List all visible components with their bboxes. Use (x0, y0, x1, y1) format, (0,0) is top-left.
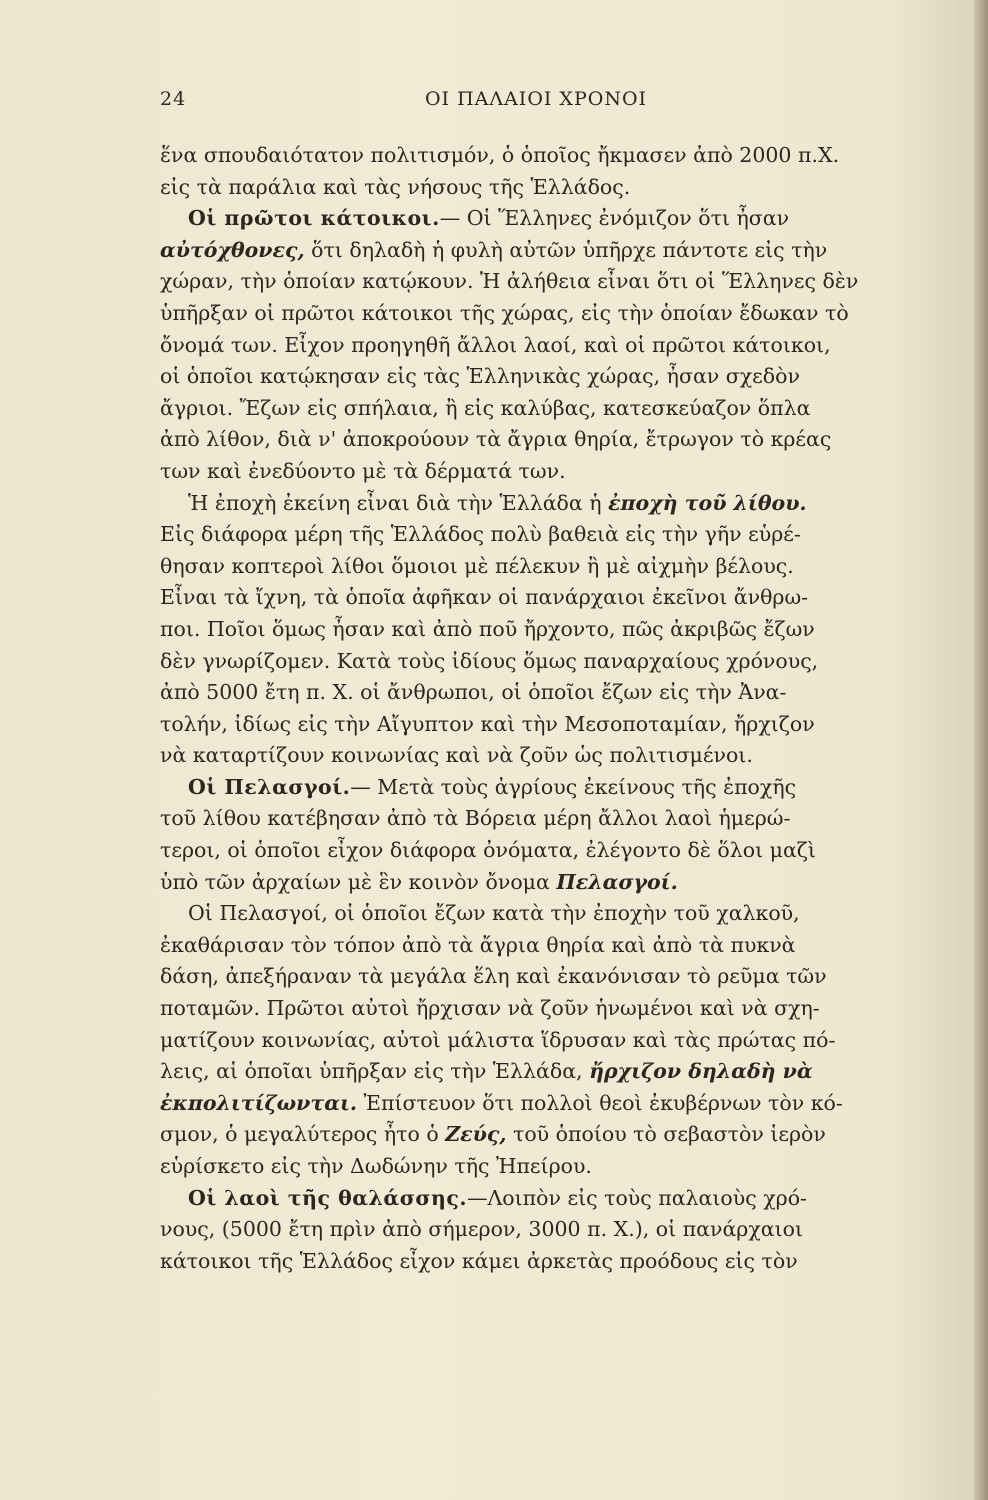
running-title: ΟΙ ΠΑΛΑΙΟΙ ΧΡΟΝΟΙ (424, 88, 648, 110)
text-line: Οἱ Πελασγοί.— Μετὰ τοὺς ἀγρίους ἐκείνους τῆς ἐποχῆς (188, 774, 797, 799)
text-line: δὲν γνωρίζομεν. Κατὰ τοὺς ἰδίους ὅμως παναρχαίους χρόνους, (160, 648, 819, 673)
text-line: αὐτόχθονες, ὅτι δηλαδὴ ἡ φυλὴ αὐτῶν ὑπῆρχε πάντοτε εἰς τὴν (160, 237, 828, 262)
text-line: οἱ ὁποῖοι κατῴκησαν εἰς τὰς Ἑλληνικὰς χώρας, ἦσαν σχεδὸν (160, 364, 800, 389)
text-line: νους, (5000 ἔτη πρὶν ἀπὸ σήμερον, 3000 π. Χ.), οἱ πανάρχαιοι (160, 1217, 804, 1242)
text-line: ἐκαθάρισαν τὸν τόπον ἀπὸ τὰ ἄγρια θηρία καὶ ἀπὸ τὰ πυκνὰ (160, 932, 796, 957)
text-line: κάτοικοι τῆς Ἑλλάδος εἶχον κάμει ἀρκετὰς προόδους εἰς τὸν (160, 1248, 798, 1273)
text-line: χώραν, τὴν ὁποίαν κατῴκουν. Ἡ ἀλήθεια εἶναι ὅτι οἱ Ἕλληνες δὲν (160, 269, 859, 294)
text-line: ματίζουν κοινωνίας, αὐτοὶ μάλιστα ἵδρυσαν καὶ τὰς πρώτας πό- (160, 1027, 836, 1052)
text-line: ἄγριοι. Ἔζων εἰς σπήλαια, ἢ εἰς καλύβας, κατεσκεύαζον ὅπλα (160, 395, 811, 420)
page-number: 24 (160, 88, 187, 110)
text-line: ὑπὸ τῶν ἀρχαίων μὲ ἓν κοινὸν ὄνομα Πελασγοί. (160, 869, 678, 894)
text-line: ποι. Ποῖοι ὅμως ἦσαν καὶ ἀπὸ ποῦ ἤρχοντο, πῶς ἀκριβῶς ἔζων (160, 616, 815, 641)
text-line: λεις, αἱ ὁποῖαι ὑπῆρξαν εἰς τὴν Ἑλλάδα, ἤρχιζον δηλαδὴ νὰ (160, 1059, 813, 1084)
text-line: τολήν, ἰδίως εἰς τὴν Αἴγυπτον καὶ τὴν Μεσοποταμίαν, ἤρχιζον (160, 711, 815, 736)
text-line: Εἰς διάφορα μέρη τῆς Ἑλλάδος πολὺ βαθειὰ εἰς τὴν γῆν εὑρέ- (160, 522, 801, 547)
emphasis: ἐκπολιτίζωνται. (160, 1090, 358, 1115)
text-line: νὰ καταρτίζουν κοινωνίας καὶ νὰ ζοῦν ὡς πολιτισμένοι. (160, 743, 753, 768)
emphasis: ἐποχὴ τοῦ λίθου. (608, 490, 807, 515)
text-line: Οἱ πρῶτοι κάτοικοι.— Οἱ Ἕλληνες ἐνόμιζον ὅτι ἦσαν (188, 206, 790, 231)
emphasis: αὐτόχθονες, (160, 237, 305, 262)
emphasis: Ζεύς, (445, 1122, 507, 1147)
text-line: ἀπὸ 5000 ἔτη π. Χ. οἱ ἄνθρωποι, οἱ ὁποῖοι ἔζων εἰς τὴν Ἀνα- (160, 680, 787, 705)
text-line: Οἱ λαοὶ τῆς θαλάσσης.—Λοιπὸν εἰς τοὺς παλαιοὺς χρό- (188, 1185, 807, 1210)
text-line: εἰς τὰ παράλια καὶ τὰς νήσους τῆς Ἑλλάδος. (160, 174, 631, 199)
section-heading: Οἱ Πελασγοί. (188, 774, 351, 799)
text-line: εὑρίσκετο εἰς τὴν Δωδώνην τῆς Ἠπείρου. (160, 1154, 592, 1178)
text-line: ὑπῆρξαν οἱ πρῶτοι κάτοικοι τῆς χώρας, εἰς τὴν ὁποίαν ἔδωκαν τὸ (160, 300, 849, 325)
emphasis: ἤρχιζον δηλαδὴ νὰ (589, 1059, 813, 1084)
text-line: σμον, ὁ μεγαλύτερος ἦτο ὁ Ζεύς, τοῦ ὁποίου τὸ σεβαστὸν ἱερὸν (160, 1122, 826, 1147)
section-heading: Οἱ λαοὶ τῆς θαλάσσης. (188, 1185, 467, 1210)
text-line: ἕνα σπουδαιότατον πολιτισμόν, ὁ ὁποῖος ἤκμασεν ἀπὸ 2000 π.Χ. (160, 143, 840, 167)
text-line: δάση, ἀπεξήραναν τὰ μεγάλα ἕλη καὶ ἐκανόνισαν τὸ ρεῦμα τῶν (160, 964, 827, 989)
text-line: των καὶ ἐνεδύοντο μὲ τὰ δέρματά των. (160, 458, 566, 483)
text-line: ποταμῶν. Πρῶτοι αὐτοὶ ἤρχισαν νὰ ζοῦν ἡνωμένοι καὶ νὰ σχη- (160, 996, 820, 1021)
body-text (160, 140, 912, 1277)
text-line: Ἡ ἐποχὴ ἐκείνη εἶναι διὰ τὴν Ἑλλάδα ἡ ἐποχὴ τοῦ λίθου. (188, 490, 807, 515)
emphasis: Πελασγοί. (556, 869, 678, 894)
page-edge (974, 0, 988, 1500)
text-line: τεροι, οἱ ὁποῖοι εἶχον διάφορα ὀνόματα, ἐλέγοντο δὲ ὅλοι μαζὶ (160, 838, 816, 863)
section-heading: Οἱ πρῶτοι κάτοικοι. (188, 206, 440, 231)
text-line: Οἱ Πελασγοί, οἱ ὁποῖοι ἔζων κατὰ τὴν ἐποχὴν τοῦ χαλκοῦ, (188, 901, 800, 926)
text-line: ἀπὸ λίθον, διὰ ν' ἀποκρούουν τὰ ἄγρια θηρία, ἔτρωγον τὸ κρέας (160, 427, 832, 452)
text-line: θησαν κοπτεροὶ λίθοι ὅμοιοι μὲ πέλεκυν ἢ μὲ αἰχμὴν βέλους. (160, 553, 794, 578)
text-line: τοῦ λίθου κατέβησαν ἀπὸ τὰ Βόρεια μέρη ἄλλοι λαοὶ ἡμερώ- (160, 806, 791, 831)
text-line: ἐκπολιτίζωνται. Ἐπίστευον ὅτι πολλοὶ θεοὶ ἐκυβέρνων τὸν κό- (160, 1090, 843, 1115)
text-line: ὄνομά των. Εἶχον προηγηθῆ ἄλλοι λαοί, καὶ οἱ πρῶτοι κάτοικοι, (160, 332, 831, 357)
text-line: Εἶναι τὰ ἴχνη, τὰ ὁποῖα ἀφῆκαν οἱ πανάρχαιοι ἐκεῖνοι ἄνθρω- (160, 585, 809, 610)
page-header (160, 88, 912, 118)
